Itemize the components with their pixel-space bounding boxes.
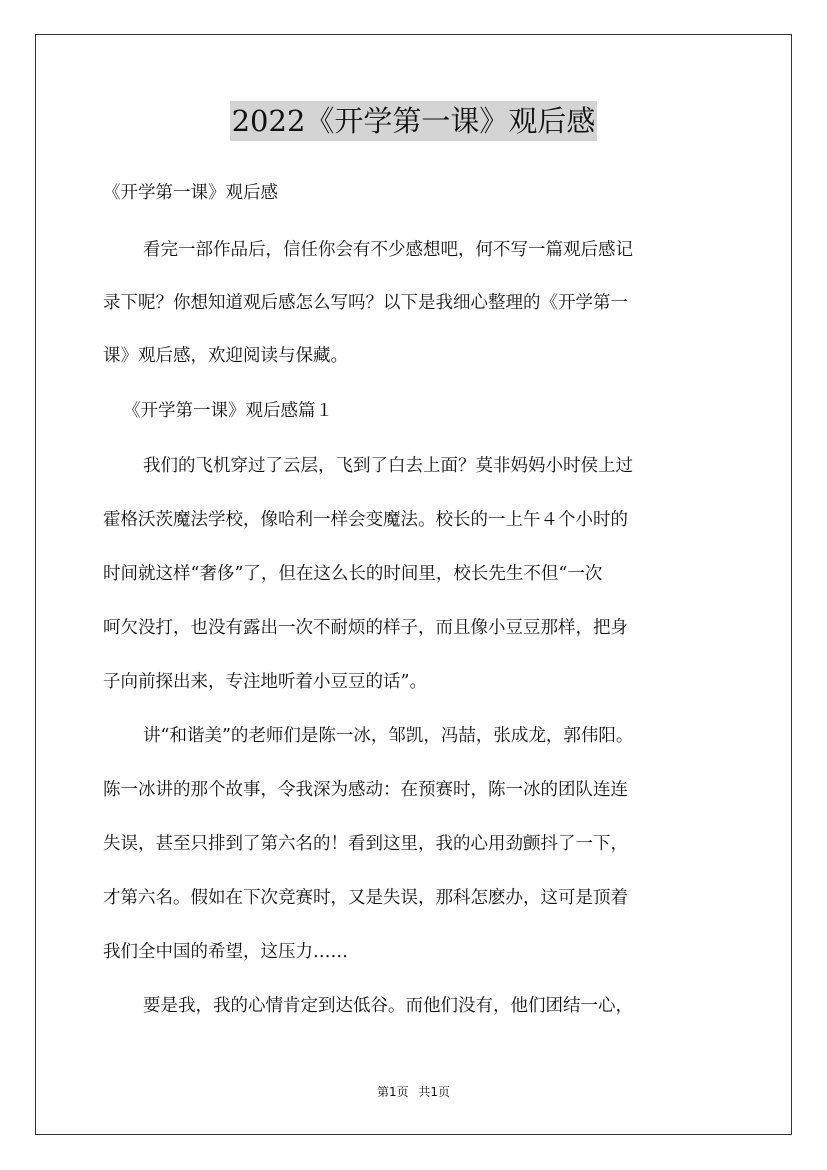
page-number: 第1页 — [376, 1085, 409, 1099]
body-line: 子向前探出来，专注地听着小豆豆的话”。 — [103, 672, 427, 692]
body-line: 时间就这样“奢侈”了，但在这么长的时间里，校长先生不但“一次 — [103, 564, 603, 584]
body-line: 我们全中国的希望，这压力…… — [103, 942, 348, 962]
body-line: 霍格沃茨魔法学校，像哈利一样会变魔法。校长的一上午４个小时的 — [103, 510, 628, 530]
document-title: 2022《开学第一课》观后感 — [230, 101, 598, 141]
body-line: 失误，甚至只排到了第六名的！看到这里，我的心用劲颤抖了一下， — [103, 834, 628, 854]
body-line: 才第六名。假如在下次竞赛时，又是失误，那科怎麽办，这可是顶着 — [103, 888, 628, 908]
page-total: 共1页 — [418, 1085, 451, 1099]
body-line: 陈一冰讲的那个故事，令我深为感动：在预赛时，陈一冰的团队连连 — [103, 780, 628, 800]
body-line: 录下呢？你想知道观后感怎么写吗？以下是我细心整理的《开学第一 — [103, 293, 628, 313]
page-footer — [0, 1083, 827, 1101]
body-line: 看完一部作品后，信任你会有不少感想吧，何不写一篇观后感记 — [143, 240, 633, 260]
document-subtitle: 《开学第一课》观后感 — [103, 183, 278, 203]
section-heading: 《开学第一课》观后感篇１ — [123, 401, 333, 421]
body-line: 呵欠没打，也没有露出一次不耐烦的样子，而且像小豆豆那样，把身 — [103, 618, 628, 638]
body-line: 我们的飞机穿过了云层，飞到了白去上面？莫非妈妈小时侯上过 — [143, 456, 633, 476]
body-line: 课》观后感，欢迎阅读与保藏。 — [103, 346, 348, 366]
title-wrap — [0, 101, 827, 141]
body-line: 要是我，我的心情肯定到达低谷。而他们没有，他们团结一心， — [143, 996, 633, 1016]
body-line: 讲“和谐美”的老师们是陈一冰，邹凯，冯喆，张成龙，郭伟阳。 — [143, 726, 634, 746]
